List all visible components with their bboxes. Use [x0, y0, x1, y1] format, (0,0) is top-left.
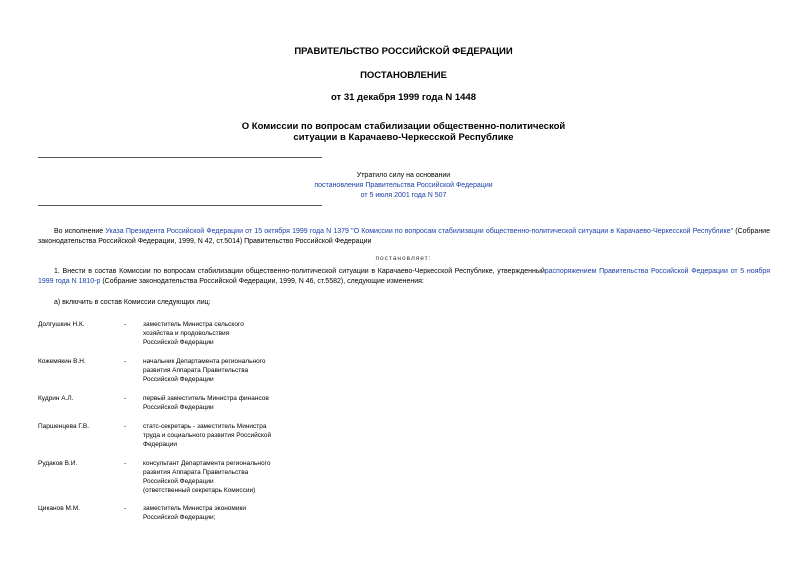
member-position [143, 422, 303, 449]
sub-item-a [38, 298, 770, 308]
member-position-line: труда и социального развития Российской [143, 432, 272, 439]
sub-item-a-text: а) включить в состав Комиссии следующих лиц: [54, 299, 211, 306]
member-position-line: заместитель Министра экономики [143, 505, 246, 512]
member-position [143, 320, 303, 347]
preamble-paragraph [38, 227, 770, 247]
member-dash: - [124, 395, 127, 402]
member-name: Циканов М.М. [38, 505, 80, 512]
item-1-prefix: 1. Внести в состав Комиссии по вопросам стабилизации общественно-политической ситуации в Карачаево-Черкесской Республике, утвержденный [54, 268, 545, 275]
member-position [143, 459, 303, 495]
member-position-line: Российской Федерации [143, 404, 214, 411]
lost-force-note [0, 171, 807, 201]
member-dash: - [124, 460, 127, 467]
resolves-word: постановляет: [375, 255, 432, 262]
member-position-line: статс-секретарь - заместитель Министра [143, 423, 267, 430]
member-position-line: заместитель Министра сельского [143, 321, 244, 328]
preamble-prefix: Во исполнение [54, 228, 106, 235]
document-title [0, 121, 807, 143]
member-position-line: развития Аппарата Правительства [143, 367, 249, 374]
member-name: Кудрин А.Л. [38, 395, 74, 402]
member-position [143, 504, 303, 522]
member-position-line: первый заместитель Министра финансов [143, 395, 269, 402]
preamble-suffix: (Собрание законодательства Российской Федерации, 1999, N 42, ст.5014) Правительство Российской Федерации [38, 228, 770, 245]
member-name: Долгушкин Н.К. [38, 321, 85, 328]
divider-top [38, 157, 322, 158]
member-dash: - [124, 321, 127, 328]
member-dash: - [124, 423, 127, 430]
member-position-line: консультант Департамента регионального [143, 460, 271, 467]
member-position-line: развития Аппарата Правительства [143, 469, 249, 476]
member-name: Паршенцева Г.В. [38, 423, 90, 430]
member-position-line: Российской Федерации [143, 478, 214, 485]
member-position-line: Российской Федерации [143, 376, 214, 383]
lost-force-text: Утратило силу на основании [356, 172, 451, 179]
document-title-line-1: О Комиссии по вопросам стабилизации общественно-политической [241, 121, 566, 132]
document-title-line-2: ситуации в Карачаево-Черкесской Республике [293, 132, 514, 143]
member-position-line: Федерации [143, 441, 178, 448]
member-name: Рудаков В.И. [38, 460, 78, 467]
lost-force-link-date[interactable]: от 5 июля 2001 года N 507 [360, 192, 447, 199]
document-date-number: от 31 декабря 1999 года N 1448 [330, 92, 476, 103]
item-1-suffix: (Собрание законодательства Российской Федерации, 1999, N 46, ст.5582), следующие изменения: [100, 278, 424, 285]
member-position [143, 394, 303, 412]
government-order-link[interactable]: распоряжением Правительства Российской Федерации от 5 ноября 1999 года N 1810-р [38, 268, 770, 285]
lost-force-link-decree[interactable]: постановления Правительства Российской Федерации [314, 182, 493, 189]
document-type: ПОСТАНОВЛЕНИЕ [360, 70, 447, 81]
member-position-line: хозяйства и продовольствия [143, 330, 230, 337]
member-position [143, 357, 303, 384]
item-1-paragraph [38, 267, 770, 287]
member-name: Кожемякин В.Н. [38, 358, 86, 365]
divider-bottom [38, 205, 322, 206]
member-position-line: (ответственный секретарь Комиссии) [143, 487, 256, 494]
government-name: ПРАВИТЕЛЬСТВО РОССИЙСКОЙ ФЕДЕРАЦИИ [294, 46, 513, 57]
presidential-decree-link[interactable]: Указа Президента Российской Федерации от 15 октября 1999 года N 1379 "О Комиссии по вопросам стабилизации общественно-политической ситуации в Карачаево-Черкесской Республике" [105, 228, 734, 235]
member-position-line: начальник Департамента регионального [143, 358, 266, 365]
member-dash: - [124, 505, 127, 512]
member-position-line: Российской Федерации [143, 339, 214, 346]
member-position-line: Российской Федерации; [143, 514, 216, 521]
member-dash: - [124, 358, 127, 365]
